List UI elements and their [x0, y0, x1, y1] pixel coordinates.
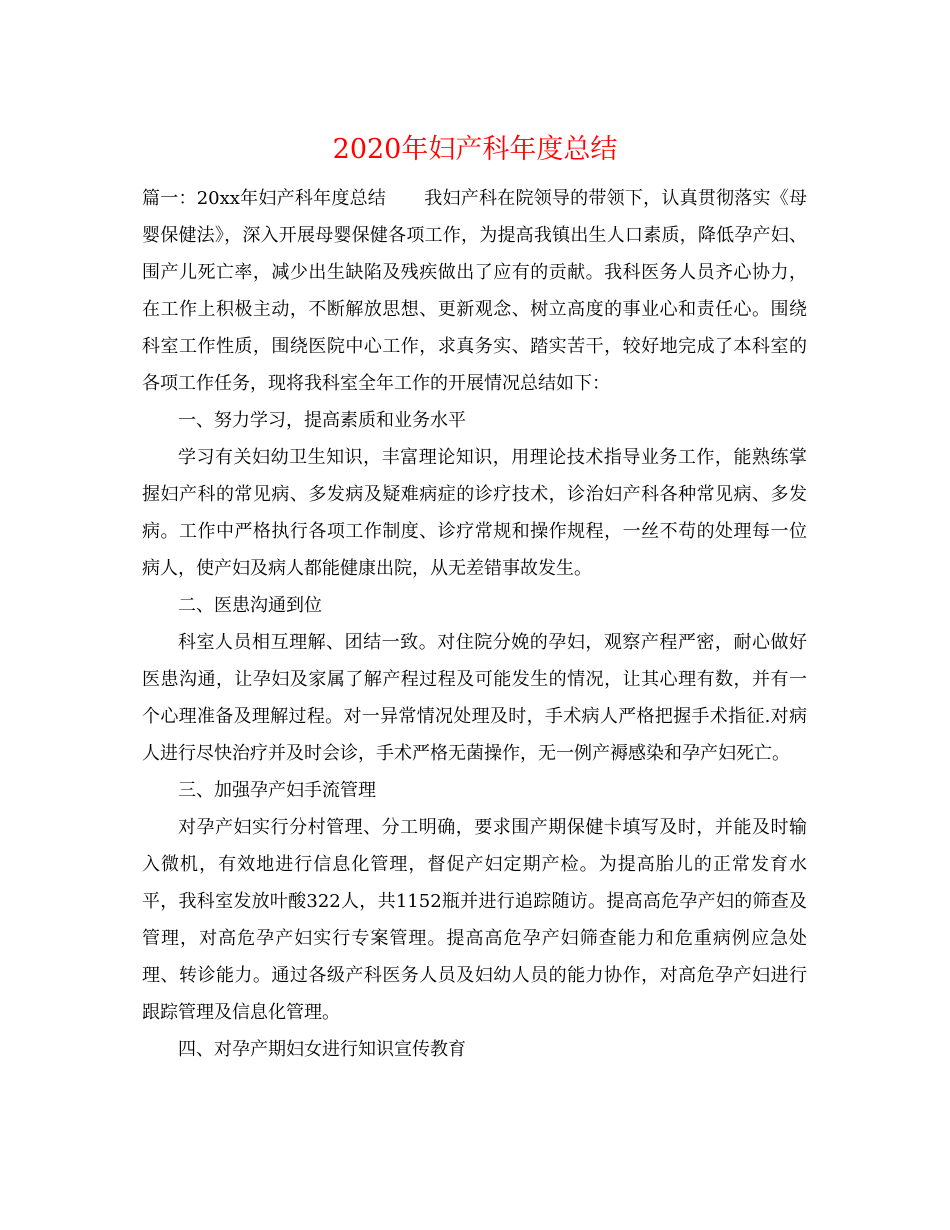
section-paragraph: 科室人员相互理解、团结一致。对住院分娩的孕妇，观察产程严密，耐心做好医患沟通，让孕妇及家属了解产程过程及可能发生的情况，让其心理有数，并有一个心理准备及理解过程。对一异常情况处理及时，手术病人严格把握手术指征.对病人进行尽快治疗并及时会诊，手术严格无菌操作，无一例产褥感染和孕产妇死亡。 [142, 632, 807, 764]
section-heading: 三、加强孕产妇手流管理 [178, 780, 376, 801]
document-title: 2020年妇产科年度总结 [332, 134, 618, 165]
section-heading: 四、对孕产期妇女进行知识宣传教育 [178, 1039, 466, 1060]
section-paragraph: 学习有关妇幼卫生知识，丰富理论知识，用理论技术指导业务工作，能熟练掌握妇产科的常见病、多发病及疑难病症的诊疗技术，诊治妇产科各种常见病、多发病。工作中严格执行各项工作制度、诊疗常规和操作规程，一丝不苟的处理每一位病人，使产妇及病人都能健康出院，从无差错事故发生。 [142, 447, 807, 579]
intro-text: 我妇产科在院领导的带领下，认真贯彻落实《母婴保健法》，深入开展母婴保健各项工作，为提高我镇出生人口素质，降低孕产妇、围产儿死亡率，减少出生缺陷及残疾做出了应有的贡献。我科医务人员齐心协力，在工作上积极主动，不断解放思想、更新观念、树立高度的事业心和责任心。围绕科室工作性质，围绕医院中心工作，求真务实、踏实苦干，较好地完成了本科室的各项工作任务，现将我科室全年工作的开展情况总结如下： [142, 188, 807, 394]
intro-paragraph [142, 180, 807, 402]
section-heading: 二、医患沟通到位 [178, 595, 322, 616]
section-heading: 一、努力学习，提高素质和业务水平 [178, 410, 466, 431]
document-body [142, 180, 807, 1068]
intro-label: 篇一：20xx年妇产科年度总结 [142, 188, 387, 209]
section-paragraph: 对孕产妇实行分村管理、分工明确，要求围产期保健卡填写及时，并能及时输入微机，有效地进行信息化管理，督促产妇定期产检。为提高胎儿的正常发育水平，我科室发放叶酸322人，共1152瓶并进行追踪随访。提高高危孕产妇的筛查及管理，对高危孕产妇实行专案管理。提高高危孕产妇筛查能力和危重病例应急处理、转诊能力。通过各级产科医务人员及妇幼人员的能力协作，对高危孕产妇进行跟踪管理及信息化管理。 [142, 817, 807, 1023]
